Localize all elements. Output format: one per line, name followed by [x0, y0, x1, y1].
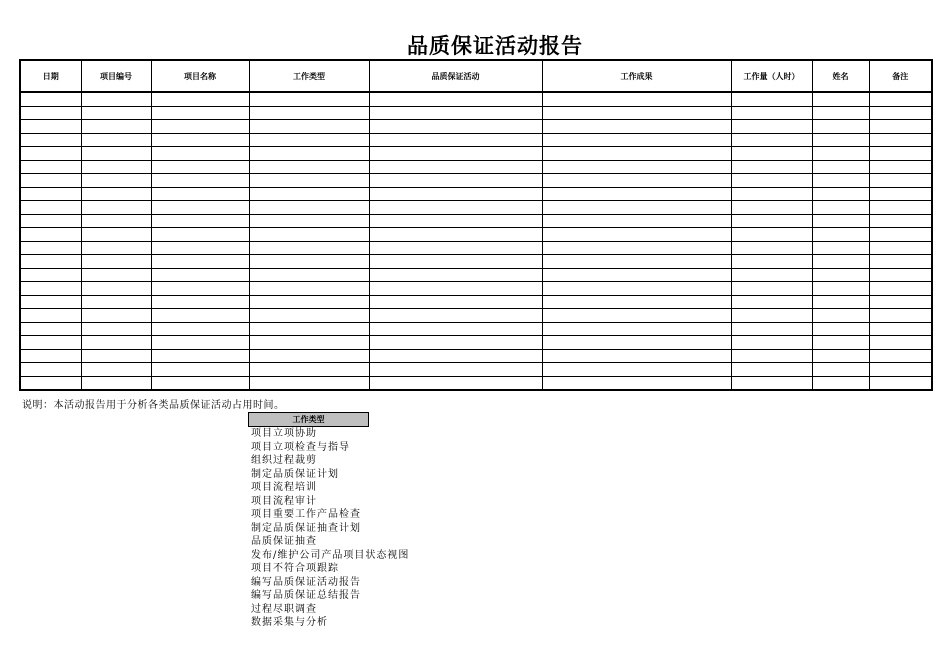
table-cell[interactable] [369, 268, 542, 282]
table-cell[interactable] [81, 295, 151, 309]
table-cell[interactable] [542, 295, 731, 309]
work-type-item: 项目不符合项跟踪 [251, 563, 339, 574]
table-cell[interactable] [369, 255, 542, 269]
table-row [20, 228, 932, 242]
table-cell[interactable] [151, 255, 249, 269]
table-cell[interactable] [369, 241, 542, 255]
table-cell[interactable] [542, 255, 731, 269]
work-type-item: 编写品质保证总结报告 [251, 590, 361, 601]
table-cell[interactable] [369, 133, 542, 147]
table-row [20, 201, 932, 215]
table-cell[interactable] [81, 322, 151, 336]
table-row [20, 174, 932, 188]
table-cell[interactable] [731, 349, 812, 363]
table-cell[interactable] [869, 120, 932, 134]
table-cell[interactable] [249, 255, 369, 269]
table-cell[interactable] [20, 349, 81, 363]
table-row [20, 268, 932, 282]
table-cell[interactable] [869, 228, 932, 242]
table-cell[interactable] [369, 106, 542, 120]
table-cell[interactable] [369, 363, 542, 377]
table-row [20, 295, 932, 309]
table-cell[interactable] [812, 160, 869, 174]
table-cell[interactable] [731, 214, 812, 228]
table-cell[interactable] [731, 295, 812, 309]
work-type-item: 项目立项检查与指导 [251, 441, 350, 453]
table-row [20, 187, 932, 201]
table-cell[interactable] [812, 201, 869, 215]
table-cell[interactable] [81, 228, 151, 242]
table-cell[interactable] [542, 282, 731, 296]
table-cell[interactable] [20, 268, 81, 282]
table-cell[interactable] [20, 187, 81, 201]
table-cell[interactable] [869, 282, 932, 296]
table-cell[interactable] [20, 376, 81, 390]
table-cell[interactable] [249, 363, 369, 377]
report-title: 品质保证活动报告 [407, 33, 583, 58]
table-cell[interactable] [20, 255, 81, 269]
table-cell[interactable] [151, 120, 249, 134]
table-row [20, 120, 932, 134]
table-cell[interactable] [249, 120, 369, 134]
table-cell[interactable] [812, 376, 869, 390]
table-cell[interactable] [81, 268, 151, 282]
table-cell[interactable] [81, 214, 151, 228]
work-type-list [251, 427, 409, 630]
col-date: 日期 [20, 60, 81, 92]
table-cell[interactable] [869, 106, 932, 120]
table-cell[interactable] [869, 309, 932, 323]
table-cell[interactable] [542, 322, 731, 336]
table-cell[interactable] [369, 322, 542, 336]
table-cell[interactable] [151, 147, 249, 161]
table-cell[interactable] [812, 282, 869, 296]
table-cell[interactable] [81, 376, 151, 390]
table-cell[interactable] [249, 106, 369, 120]
table-cell[interactable] [20, 120, 81, 134]
table-cell[interactable] [151, 201, 249, 215]
table-cell[interactable] [81, 282, 151, 296]
table-cell[interactable] [249, 282, 369, 296]
table-cell[interactable] [249, 160, 369, 174]
col-work-result: 工作成果 [542, 60, 731, 92]
table-cell[interactable] [151, 160, 249, 174]
work-type-item: 项目流程培训 [251, 482, 317, 493]
report-table [19, 59, 933, 391]
table-cell[interactable] [20, 106, 81, 120]
table-cell[interactable] [731, 201, 812, 215]
table-cell[interactable] [869, 376, 932, 390]
work-type-item: 发布/维护公司产品项目状态视图 [251, 549, 410, 561]
table-cell[interactable] [369, 201, 542, 215]
col-work-type: 工作类型 [249, 60, 369, 92]
table-cell[interactable] [731, 120, 812, 134]
table-cell[interactable] [542, 363, 731, 377]
table-cell[interactable] [249, 174, 369, 188]
work-type-list-header: 工作类型 [248, 412, 369, 427]
table-cell[interactable] [542, 376, 731, 390]
work-type-item: 品质保证抽查 [251, 536, 317, 547]
table-cell[interactable] [249, 133, 369, 147]
table-cell[interactable] [542, 160, 731, 174]
table-cell[interactable] [20, 174, 81, 188]
table-cell[interactable] [812, 255, 869, 269]
table-cell[interactable] [812, 349, 869, 363]
table-cell[interactable] [151, 106, 249, 120]
table-cell[interactable] [369, 376, 542, 390]
table-cell[interactable] [731, 160, 812, 174]
table-cell[interactable] [369, 336, 542, 350]
table-cell[interactable] [542, 92, 731, 106]
table-cell[interactable] [731, 174, 812, 188]
table-row [20, 214, 932, 228]
table-cell[interactable] [249, 376, 369, 390]
table-cell[interactable] [369, 147, 542, 161]
table-cell[interactable] [20, 92, 81, 106]
table-row [20, 376, 932, 390]
table-cell[interactable] [151, 295, 249, 309]
table-cell[interactable] [20, 160, 81, 174]
table-cell[interactable] [731, 133, 812, 147]
table-cell[interactable] [812, 106, 869, 120]
table-cell[interactable] [369, 214, 542, 228]
work-type-item: 项目流程审计 [251, 495, 317, 507]
table-cell[interactable] [20, 241, 81, 255]
table-cell[interactable] [20, 214, 81, 228]
table-row [20, 241, 932, 255]
table-row [20, 309, 932, 323]
table-cell[interactable] [151, 349, 249, 363]
table-row [20, 147, 932, 161]
table-cell[interactable] [869, 147, 932, 161]
table-cell[interactable] [249, 349, 369, 363]
table-cell[interactable] [542, 268, 731, 282]
table-cell[interactable] [812, 309, 869, 323]
table-cell[interactable] [731, 228, 812, 242]
table-cell[interactable] [812, 295, 869, 309]
table-cell[interactable] [249, 322, 369, 336]
table-cell[interactable] [731, 106, 812, 120]
table-cell[interactable] [731, 282, 812, 296]
table-cell[interactable] [869, 201, 932, 215]
table-cell[interactable] [151, 174, 249, 188]
table-cell[interactable] [81, 363, 151, 377]
table-cell[interactable] [20, 201, 81, 215]
table-cell[interactable] [249, 241, 369, 255]
table-cell[interactable] [812, 187, 869, 201]
table-cell[interactable] [869, 255, 932, 269]
table-row [20, 363, 932, 377]
table-cell[interactable] [81, 187, 151, 201]
table-cell[interactable] [20, 295, 81, 309]
table-cell[interactable] [812, 336, 869, 350]
col-name: 姓名 [812, 60, 869, 92]
work-type-item: 项目重要工作产品检查 [251, 509, 361, 520]
table-cell[interactable] [151, 268, 249, 282]
table-cell[interactable] [151, 241, 249, 255]
table-cell[interactable] [812, 174, 869, 188]
table-cell[interactable] [542, 120, 731, 134]
table-cell[interactable] [369, 228, 542, 242]
table-cell[interactable] [812, 120, 869, 134]
table-cell[interactable] [249, 147, 369, 161]
table-row [20, 282, 932, 296]
work-type-item: 制定品质保证计划 [251, 468, 339, 480]
table-cell[interactable] [542, 187, 731, 201]
table-cell[interactable] [369, 174, 542, 188]
table-cell[interactable] [869, 241, 932, 255]
table-cell[interactable] [731, 268, 812, 282]
table-cell[interactable] [151, 133, 249, 147]
table-cell[interactable] [369, 349, 542, 363]
table-cell[interactable] [542, 214, 731, 228]
table-cell[interactable] [812, 92, 869, 106]
table-cell[interactable] [542, 349, 731, 363]
table-row [20, 92, 932, 106]
col-qa-activity: 品质保证活动 [369, 60, 542, 92]
table-cell[interactable] [151, 322, 249, 336]
table-cell[interactable] [20, 322, 81, 336]
col-project-id: 项目编号 [81, 60, 151, 92]
table-cell[interactable] [81, 106, 151, 120]
table-row [20, 106, 932, 120]
col-project-name: 项目名称 [151, 60, 249, 92]
table-cell[interactable] [20, 363, 81, 377]
table-cell[interactable] [369, 187, 542, 201]
work-type-item: 组织过程裁剪 [251, 455, 317, 466]
table-cell[interactable] [81, 309, 151, 323]
table-cell[interactable] [812, 322, 869, 336]
table-cell[interactable] [869, 187, 932, 201]
table-cell[interactable] [542, 106, 731, 120]
table-cell[interactable] [869, 160, 932, 174]
table-cell[interactable] [869, 268, 932, 282]
col-remarks: 备注 [869, 60, 932, 92]
table-cell[interactable] [731, 255, 812, 269]
table-cell[interactable] [869, 295, 932, 309]
work-type-item: 项目立项协助 [251, 428, 317, 439]
table-cell[interactable] [151, 187, 249, 201]
table-cell[interactable] [249, 336, 369, 350]
table-cell[interactable] [81, 349, 151, 363]
table-cell[interactable] [869, 174, 932, 188]
table-cell[interactable] [151, 214, 249, 228]
table-cell[interactable] [731, 309, 812, 323]
table-cell[interactable] [249, 187, 369, 201]
work-type-item: 制定品质保证抽查计划 [251, 522, 361, 534]
table-cell[interactable] [869, 322, 932, 336]
table-cell[interactable] [812, 363, 869, 377]
table-cell[interactable] [542, 228, 731, 242]
table-cell[interactable] [812, 241, 869, 255]
table-cell[interactable] [20, 133, 81, 147]
table-row [20, 133, 932, 147]
table-cell[interactable] [869, 92, 932, 106]
table-cell[interactable] [731, 241, 812, 255]
table-cell[interactable] [81, 120, 151, 134]
table-cell[interactable] [249, 214, 369, 228]
table-row [20, 255, 932, 269]
table-cell[interactable] [812, 133, 869, 147]
table-cell[interactable] [869, 214, 932, 228]
report-note: 说明：本活动报告用于分析各类品质保证活动占用时间。 [22, 400, 285, 411]
table-row [20, 349, 932, 363]
table-cell[interactable] [20, 309, 81, 323]
table-cell[interactable] [81, 147, 151, 161]
table-cell[interactable] [812, 147, 869, 161]
table-cell[interactable] [869, 363, 932, 377]
table-cell[interactable] [81, 174, 151, 188]
work-type-item: 编写品质保证活动报告 [251, 576, 361, 588]
table-cell[interactable] [869, 349, 932, 363]
table-row [20, 336, 932, 350]
table-cell[interactable] [20, 147, 81, 161]
table-cell[interactable] [81, 241, 151, 255]
table-cell[interactable] [731, 187, 812, 201]
table-cell[interactable] [369, 160, 542, 174]
table-cell[interactable] [812, 228, 869, 242]
table-cell[interactable] [151, 309, 249, 323]
table-cell[interactable] [542, 336, 731, 350]
table-cell[interactable] [542, 241, 731, 255]
table-cell[interactable] [369, 120, 542, 134]
table-cell[interactable] [249, 92, 369, 106]
table-cell[interactable] [151, 376, 249, 390]
table-cell[interactable] [542, 147, 731, 161]
table-cell[interactable] [249, 309, 369, 323]
table-row [20, 322, 932, 336]
table-cell[interactable] [812, 214, 869, 228]
work-type-item: 过程尽职调查 [251, 603, 317, 615]
table-cell[interactable] [869, 133, 932, 147]
table-cell[interactable] [20, 228, 81, 242]
table-cell[interactable] [542, 174, 731, 188]
table-cell[interactable] [369, 309, 542, 323]
table-cell[interactable] [81, 160, 151, 174]
table-cell[interactable] [151, 282, 249, 296]
table-cell[interactable] [151, 228, 249, 242]
table-cell[interactable] [20, 282, 81, 296]
table-cell[interactable] [151, 363, 249, 377]
table-cell[interactable] [151, 336, 249, 350]
header-row [20, 60, 932, 92]
table-cell[interactable] [81, 92, 151, 106]
work-type-item: 数据采集与分析 [251, 617, 328, 628]
table-cell[interactable] [731, 376, 812, 390]
table-cell[interactable] [81, 255, 151, 269]
table-cell[interactable] [249, 268, 369, 282]
table-cell[interactable] [249, 201, 369, 215]
table-cell[interactable] [369, 282, 542, 296]
table-cell[interactable] [369, 295, 542, 309]
col-workload: 工作量（人时） [731, 60, 812, 92]
table-row [20, 160, 932, 174]
table-cell[interactable] [812, 268, 869, 282]
table-cell[interactable] [731, 92, 812, 106]
table-cell[interactable] [249, 228, 369, 242]
table-cell[interactable] [249, 295, 369, 309]
table-cell[interactable] [542, 309, 731, 323]
table-cell[interactable] [369, 92, 542, 106]
table-cell[interactable] [20, 336, 81, 350]
table-cell[interactable] [151, 92, 249, 106]
table-cell[interactable] [731, 363, 812, 377]
table-cell[interactable] [81, 201, 151, 215]
table-cell[interactable] [542, 133, 731, 147]
table-cell[interactable] [731, 322, 812, 336]
table-cell[interactable] [81, 133, 151, 147]
table-cell[interactable] [869, 336, 932, 350]
table-cell[interactable] [81, 336, 151, 350]
table-cell[interactable] [731, 336, 812, 350]
table-cell[interactable] [542, 201, 731, 215]
table-cell[interactable] [731, 147, 812, 161]
